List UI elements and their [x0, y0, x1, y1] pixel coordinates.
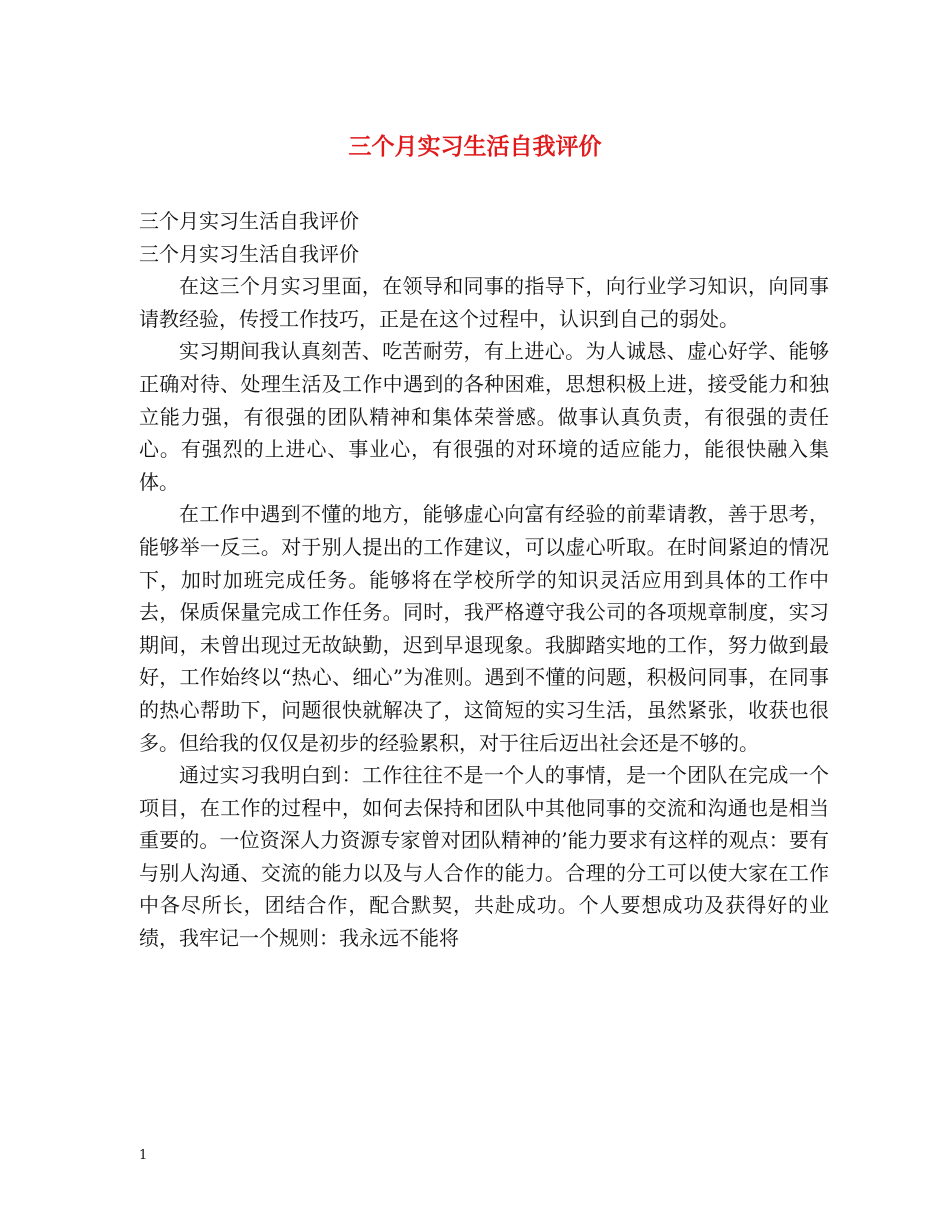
subheading-line: 三个月实习生活自我评价 [139, 209, 359, 233]
paragraph: 实习期间我认真刻苦、吃苦耐劳，有上进心。为人诚恳、虚心好学、能够正确对待、处理生活及工作中遇到的各种困难，思想积极上进，接受能力和独立能力强，有很强的团队精神和集体荣誉感。做事认真负责，有很强的责任心。有强烈的上进心、事业心，有很强的对环境的适应能力，能很快融入集体。 [139, 339, 829, 494]
page-number: 1 [139, 1148, 148, 1163]
document-body [139, 205, 829, 955]
paragraph: 通过实习我明白到：工作往往不是一个人的事情，是一个团队在完成一个项目，在工作的过程中，如何去保持和团队中其他同事的交流和沟通也是相当重要的。一位资深人力资源专家曾对团队精神的’能力要求有这样的观点：要有与别人沟通、交流的能力以及与人合作的能力。合理的分工可以使大家在工作中各尽所长，团结合作，配合默契，共赴成功。个人要想成功及获得好的业绩，我牢记一个规则：我永远不能将 [139, 763, 829, 951]
paragraph: 在这三个月实习里面，在领导和同事的指导下，向行业学习知识，向同事请教经验，传授工作技巧，正是在这个过程中，认识到自己的弱处。 [139, 274, 829, 331]
document-title: 三个月实习生活自我评价 [348, 133, 602, 160]
paragraph: 在工作中遇到不懂的地方，能够虚心向富有经验的前辈请教，善于思考，能够举一反三。对于别人提出的工作建议，可以虚心听取。在时间紧迫的情况下，加时加班完成任务。能够将在学校所学的知识灵活应用到具体的工作中去，保质保量完成工作任务。同时，我严格遵守我公司的各项规章制度，实习期间，未曾出现过无故缺勤，迟到早退现象。我脚踏实地的工作，努力做到最好，工作始终以“热心、细心”为准则。遇到不懂的问题，积极问同事，在同事的热心帮助下，问题很快就解决了，这简短的实习生活，虽然紧张，收获也很多。但给我的仅仅是初步的经验累积，对于往后迈出社会还是不够的。 [139, 502, 829, 755]
subheading-line: 三个月实习生活自我评价 [139, 241, 359, 266]
